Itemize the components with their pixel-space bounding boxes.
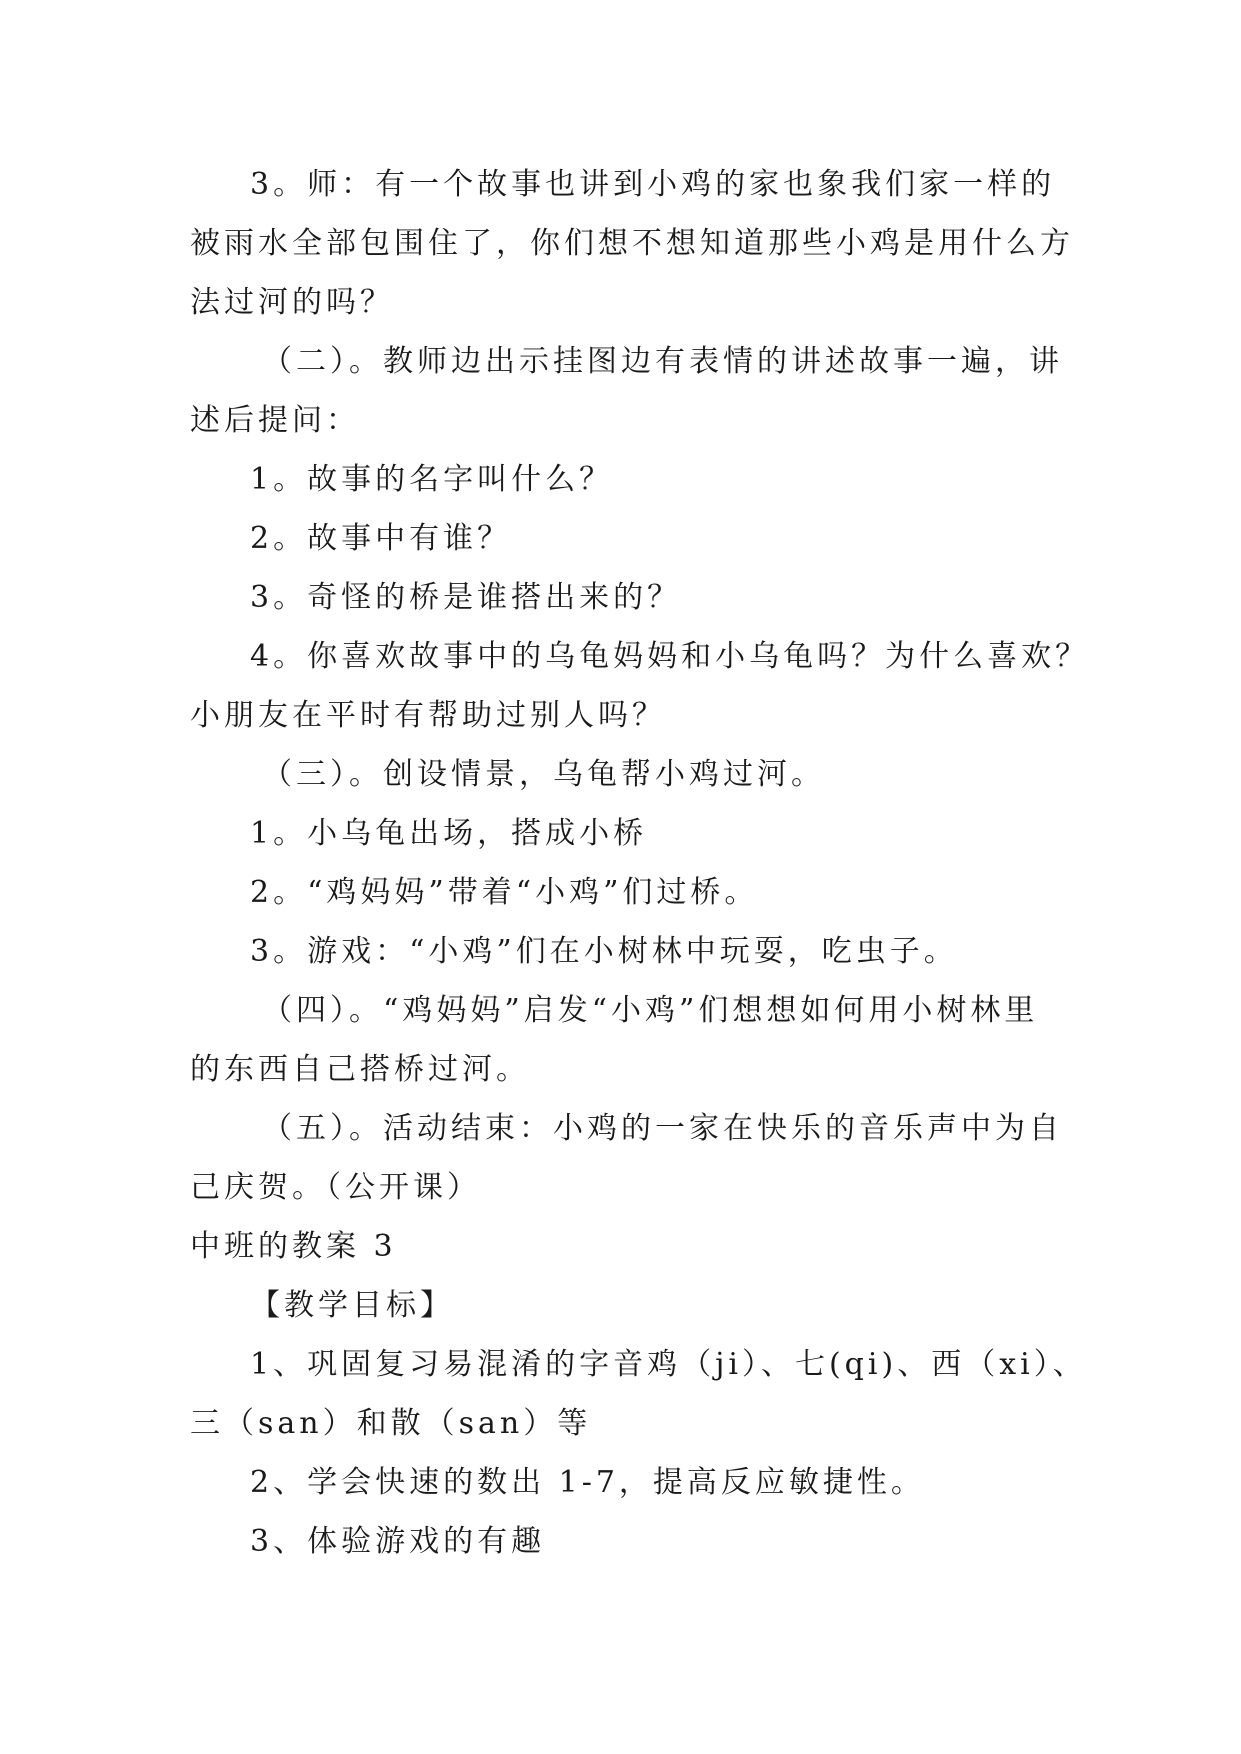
section-heading-line: （五）。活动结束：小鸡的一家在快乐的音乐声中为自 <box>262 1111 1063 1146</box>
document-title: 中班的教案 3 <box>190 1229 397 1264</box>
paragraph-line: 的东西自己搭桥过河。 <box>190 1052 530 1087</box>
list-item: 3、体验游戏的有趣 <box>250 1524 546 1559</box>
paragraph-line: 三（san）和散（san）等 <box>190 1406 592 1441</box>
list-item: 2、学会快速的数出 1-7，提高反应敏捷性。 <box>250 1465 925 1500</box>
paragraph-line: 法过河的吗？ <box>190 285 394 320</box>
paragraph-line: 己庆贺。（公开课） <box>190 1170 481 1205</box>
paragraph-line: 3。师：有一个故事也讲到小鸡的家也象我们家一样的 <box>250 167 1056 202</box>
list-item: 4。你喜欢故事中的乌龟妈妈和小乌龟吗？为什么喜欢？ <box>250 639 1090 674</box>
list-item: 2。“鸡妈妈”带着“小鸡”们过桥。 <box>250 875 759 910</box>
section-heading-line: （三）。创设情景，乌龟帮小鸡过河。 <box>262 757 825 792</box>
list-item: 3。奇怪的桥是谁搭出来的？ <box>250 580 682 615</box>
list-item: 1。小乌龟出场，搭成小桥 <box>250 816 648 851</box>
paragraph-line: 述后提问： <box>190 403 360 438</box>
section-heading-line: （四）。“鸡妈妈”启发“小鸡”们想想如何用小树林里 <box>262 993 1039 1028</box>
list-item: 1、巩固复习易混淆的字音鸡（ji）、七(qi)、西（xi）、 <box>250 1347 1087 1382</box>
section-heading-line: （二）。教师边出示挂图边有表情的讲述故事一遍，讲 <box>262 344 1063 379</box>
paragraph-line: 被雨水全部包围住了，你们想不想知道那些小鸡是用什么方 <box>190 226 1074 261</box>
list-item: 1。故事的名字叫什么？ <box>250 462 614 497</box>
section-heading: 【教学目标】 <box>250 1288 454 1323</box>
paragraph-line: 小朋友在平时有帮助过别人吗？ <box>190 698 666 733</box>
list-item: 2。故事中有谁？ <box>250 521 512 556</box>
list-item: 3。游戏：“小鸡”们在小树林中玩耍，吃虫子。 <box>250 934 958 969</box>
